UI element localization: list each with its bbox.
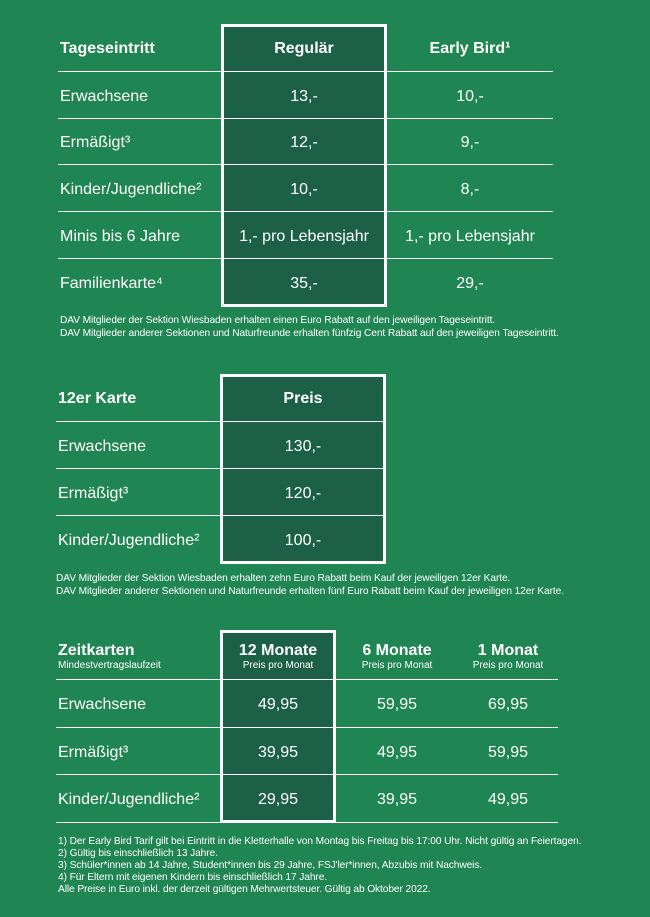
zeitkarten-title: Zeitkarten [58, 642, 135, 659]
price-1-monat: 49,95 [487, 791, 529, 808]
row-divider [56, 421, 386, 422]
col-12-sub: Preis pro Monat [242, 660, 314, 671]
row-divider [58, 118, 553, 119]
row-label: Kinder/Jugendliche² [58, 791, 200, 808]
col-6-title: 6 Monate [362, 642, 432, 659]
early-bird-price: 10,- [456, 88, 484, 105]
row-label: Familienkarte⁴ [60, 275, 163, 292]
row-label: Kinder/Jugendliche² [60, 181, 202, 198]
row-divider [58, 258, 553, 259]
regular-price: 10,- [290, 181, 318, 198]
footnotes [58, 836, 581, 896]
col-12-title: 12 Monate [238, 642, 318, 659]
price-6-monate: 39,95 [376, 791, 418, 808]
col-header-tageseintritt: Tageseintritt [60, 40, 155, 57]
footnote-2: 2) Gültig bis einschließlich 13 Jahre. [58, 848, 218, 859]
row-label: Kinder/Jugendliche² [58, 532, 200, 549]
row-divider [56, 822, 558, 823]
price-1-monat: 59,95 [487, 744, 529, 761]
row-divider [58, 164, 553, 165]
row-label: Erwachsene [58, 696, 147, 713]
row-divider [56, 727, 558, 728]
member-discount-note: DAV Mitglieder anderer Sektionen und Naturfreunde erhalten fünf Euro Rabatt beim Kauf der jeweiligen 12er Karte. [56, 586, 564, 597]
col-1-title: 1 Monat [477, 642, 539, 659]
row-divider [56, 679, 558, 680]
row-divider [56, 468, 386, 469]
row-label: Erwachsene [58, 438, 147, 455]
col-6-sub: Preis pro Monat [361, 660, 433, 671]
row-divider [56, 515, 386, 516]
price-1-monat: 69,95 [487, 696, 529, 713]
early-bird-price: 1,- pro Lebensjahr [405, 228, 535, 245]
col-header-regular: Regulär [274, 40, 334, 57]
footnote-1: 1) Der Early Bird Tarif gilt bei Eintritt in die Kletterhalle von Montag bis Freitag bis 17:00 Uhr. Nicht gültig an Feiertagen. [58, 836, 582, 847]
col-header-zeitkarten [58, 642, 161, 671]
col-header-12-monate [220, 642, 336, 671]
col-header-early-bird: Early Bird¹ [429, 40, 511, 57]
price-12-monate: 49,95 [257, 696, 299, 713]
footnote-3: 3) Schüler*innen ab 14 Jahre, Student*innen bis 29 Jahre, FSJ'ler*innen, Abzubis mit Nachweis. [58, 860, 483, 871]
regular-column-highlight [221, 24, 387, 307]
regular-price: 13,- [290, 88, 318, 105]
price: 100,- [284, 532, 322, 549]
early-bird-price: 29,- [456, 275, 484, 292]
col-header-preis: Preis [283, 390, 323, 407]
footnote-vat: Alle Preise in Euro inkl. der derzeit gültigen Mehrwertsteuer. Gültig ab Oktober 2022. [58, 884, 431, 895]
price: 120,- [284, 485, 322, 502]
member-discount-note: DAV Mitglieder der Sektion Wiesbaden erhalten einen Euro Rabatt auf den jeweiligen Tageseintritt. [60, 315, 496, 326]
col-header-1-monat [454, 642, 562, 671]
price-6-monate: 59,95 [376, 696, 418, 713]
col-1-sub: Preis pro Monat [472, 660, 544, 671]
footnote-4: 4) Für Eltern mit eigenen Kindern bis einschließlich 17 Jahre. [58, 872, 327, 883]
price-12-monate: 29,95 [257, 791, 299, 808]
col-header-6-monate [340, 642, 454, 671]
member-discount-note: DAV Mitglieder der Sektion Wiesbaden erhalten zehn Euro Rabatt beim Kauf der jeweiligen 12er Karte. [56, 573, 511, 584]
regular-price: 12,- [290, 134, 318, 151]
early-bird-price: 9,- [460, 134, 480, 151]
row-divider [58, 211, 553, 212]
early-bird-price: 8,- [460, 181, 480, 198]
row-divider [56, 774, 558, 775]
row-label: Erwachsene [60, 88, 149, 105]
mindestvertragslaufzeit-label: Mindestvertragslaufzeit [58, 660, 161, 671]
row-label: Ermäßigt³ [58, 485, 129, 502]
price-6-monate: 49,95 [376, 744, 418, 761]
price: 130,- [284, 438, 322, 455]
member-discount-note: DAV Mitglieder anderer Sektionen und Naturfreunde erhalten fünfzig Cent Rabatt auf den jeweiligen Tageseintritt. [60, 328, 559, 339]
price-12-monate: 39,95 [257, 744, 299, 761]
regular-price: 1,- pro Lebensjahr [239, 228, 369, 245]
row-divider [58, 71, 553, 72]
row-label: Ermäßigt³ [60, 134, 131, 151]
col-header-12er-karte: 12er Karte [58, 390, 137, 407]
regular-price: 35,- [290, 275, 318, 292]
row-label: Ermäßigt³ [58, 744, 129, 761]
row-label: Minis bis 6 Jahre [60, 228, 181, 245]
